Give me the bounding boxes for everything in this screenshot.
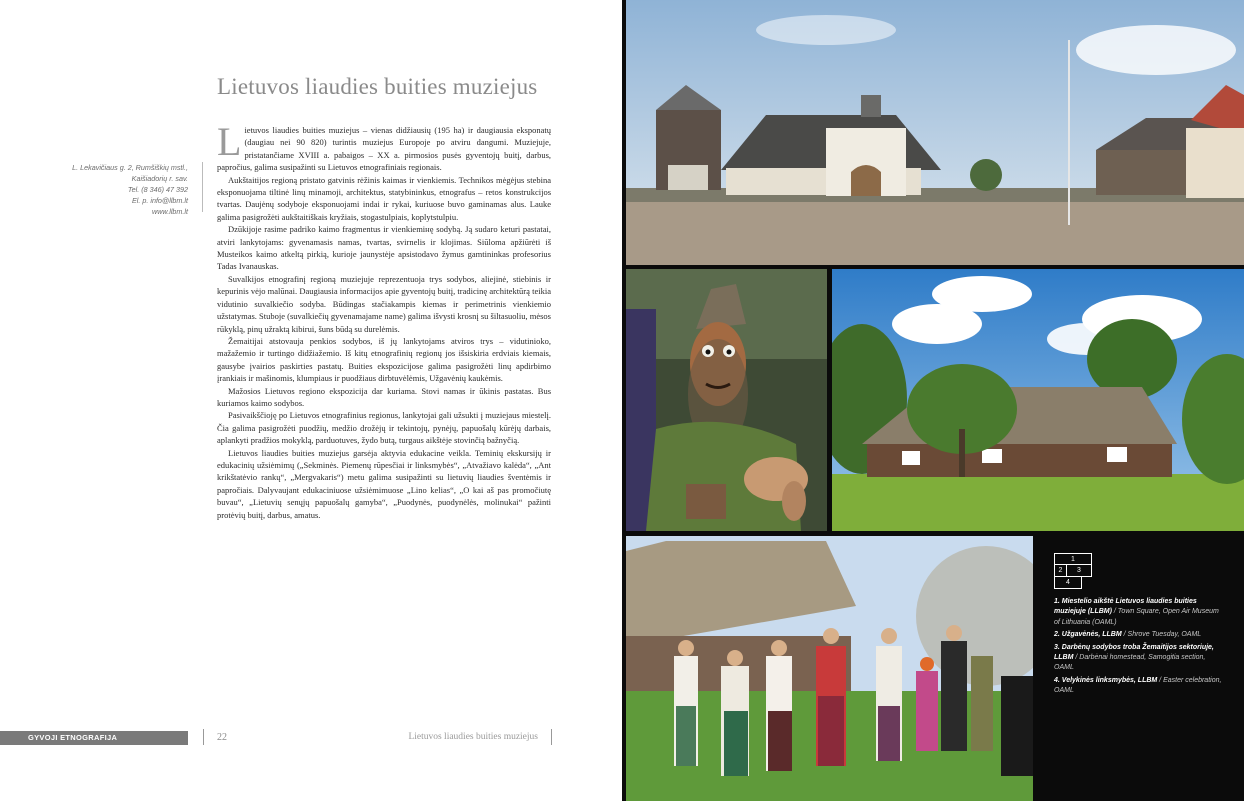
photo-darbenai-homestead [832,269,1244,531]
key-cell: 3 [1066,564,1092,577]
paragraph: Lietuvos liaudies buities muziejus garsėja aktyvia edukacine veikla. Teminių ekskursijų ir edukacinių užsiėmimų („Sekminės. Piemenų rūpesčiai ir linksmybės“, „Atvažiavo kalėda“, „Ant krikštatėvio rankų“, „Mergvakaris“) metu galima susipažinti su lietuvių liaudies šventėmis ir papročiais. Dalyvaujant edukaciniuose užsiėmimuose „Lino kelias“, „O kai aš pas promočiutę buvau“, „Lietuvių senųjų papuošalų gamyba“, „Puodynės, puodynėlės, molinukai“ pažinti protėvių buitį, darbus, amatus. [217,447,551,520]
photo-town-square [626,0,1244,265]
page-title: Lietuvos liaudies buities muziejus [217,74,538,99]
drop-cap: L [217,119,242,164]
paragraph: Aukštaitijos regioną pristato gatvinis rėžinis kaimas ir vienkiemis. Technikos mėgėjus stebina eksponuojama tiltinė linų minamoji, architektus, statybininkus, etnografus – retos konstrukcijos tvartas. Daujėnų sodyboje eksponuojami indai ir rykai, kuriuose buvo gaminamas alus. Lauke galima pasigrožėti aukštaitiškais kryžiais, stogastulpiais, koplytstulpiu. [217,174,551,222]
key-cell: 1 [1054,553,1092,565]
photo-shrove-tuesday [626,269,827,531]
photo-page [622,0,1244,801]
paragraph: Mažosios Lietuvos regiono ekspozicija dar kuriama. Stovi namas ir ūkinis pastatas. Bus kuriamos kaimo sodybos. [217,385,551,408]
address-divider [202,162,203,212]
folio-divider [203,729,204,745]
address-line: Kaišiadorių r. sav. [131,174,188,183]
key-cell: 2 [1054,564,1067,577]
address-block [40,162,188,217]
address-line: L. Lekavičiaus g. 2, Rumšiškių mstl., [72,163,188,172]
caption-1: 1. Miestelio aikštė Lietuvos liaudies buities muziejuje (LLBM) / Town Square, Open Air Museum of Lithuania (OAML) [1054,598,1219,626]
running-head: Lietuvos liaudies buities muziejus [408,732,538,742]
photo-key-diagram [1054,553,1092,590]
photo-captions [1054,597,1224,699]
photo-easter-celebration [626,536,1033,801]
email-line: El. p. info@llbm.lt [131,196,188,205]
paragraph: Žemaitijai atstovauja penkios sodybos, iš jų lankytojams atviros trys – vidutinioko, mažažemio ir turtingo didžiažemio. Iš kitų etnografinių regionų jos išsiskiria erdviais kiemais, gausybe įvairios paskirties pastatų. Buities ekspozicijose galima pasigrožėti linų apdirbimo įrankiais ir mašinomis, klumpiaus ir puodžiaus dirbtuvėlėmis, Užgavėnių kaukėmis. [217,335,551,384]
paragraph: Lietuvos liaudies buities muziejus – vienas didžiausių (195 ha) ir daugiausia eksponatų (daugiau nei 90 820) turintis muziejus Europoje po atviru dangumi. Muziejuje, pristatančiame XVIII a. pabaigos – XX a. pirmosios pusės gyventojų buitį, darbus, papročius, galima susipažinti su Lietuvos etnografiniais regionais. [217,119,551,173]
article-body [217,119,551,521]
caption-2: 2. Užgavėnės, LLBM / Shrove Tuesday, OAML [1054,631,1202,639]
paragraph: Dzūkijoje rasime padriko kaimo fragmentus ir vienkiemінę sodybą. Ją sudaro keturi pastatai, atviri lankytojams: gyvenamasis namas, tvartas, svirnelis ir klojimas. Siūloma apžiūrėti iš Musteikos kaimo atkeltą pirkią, kurioje jaunystėje apsistodavo žymus gamtininkas profesorius Tadas Ivanauskas. [217,224,551,272]
phone-line: Tel. (8 346) 47 392 [127,185,188,194]
key-cell: 4 [1054,576,1082,589]
page-number: 22 [217,732,227,743]
caption-4: 4. Velykinės linksmybės, LLBM / Easter celebration, OAML [1054,676,1222,695]
paragraph: Pasivaikščioję po Lietuvos etnografinius regionus, lankytojai gali užsukti į muziejaus miestelį. Čia galima pasigrožėti puodžių, medžio drožėjų ir tekintojų, pynėjų, papuošalų kūrėjų darbais, aplankyti pradžios mokyklą, parduotuves, žydo butą, turgaus aikštėje stovinčią bažnyčią. [217,410,551,446]
folio-divider [551,729,552,745]
paragraph: Suvalkijos etnografinį regioną muziejuje reprezentuoja trys sodybos, aliejinė, stiebinis ir kepurinis vėjo malūnai. Daugiausia informacijos apie gyventojų buitį, tradicinę architektūrą teikia vidutinio suvalkiečio sodyba. Būdingas stačiakampis kiemas ir perimetrinis vienkiemio užstatymas. Stuboje (suvalkiečių gyvenamajame name) galima išvysti krosnį su šiltasuoliu, mėsos rūkyklą, pinų užraktą kibirui, šuns būdą su durelėmis. [217,273,551,334]
website-line: www.llbm.lt [152,207,188,216]
caption-3: 3. Darbėnų sodybos troba Žemaitijos sektoriuje, LLBM / Darbėnai homestead, Samogitia section, OAML [1054,643,1214,672]
section-label: GYVOJI ETNOGRAFIJA [0,731,188,745]
